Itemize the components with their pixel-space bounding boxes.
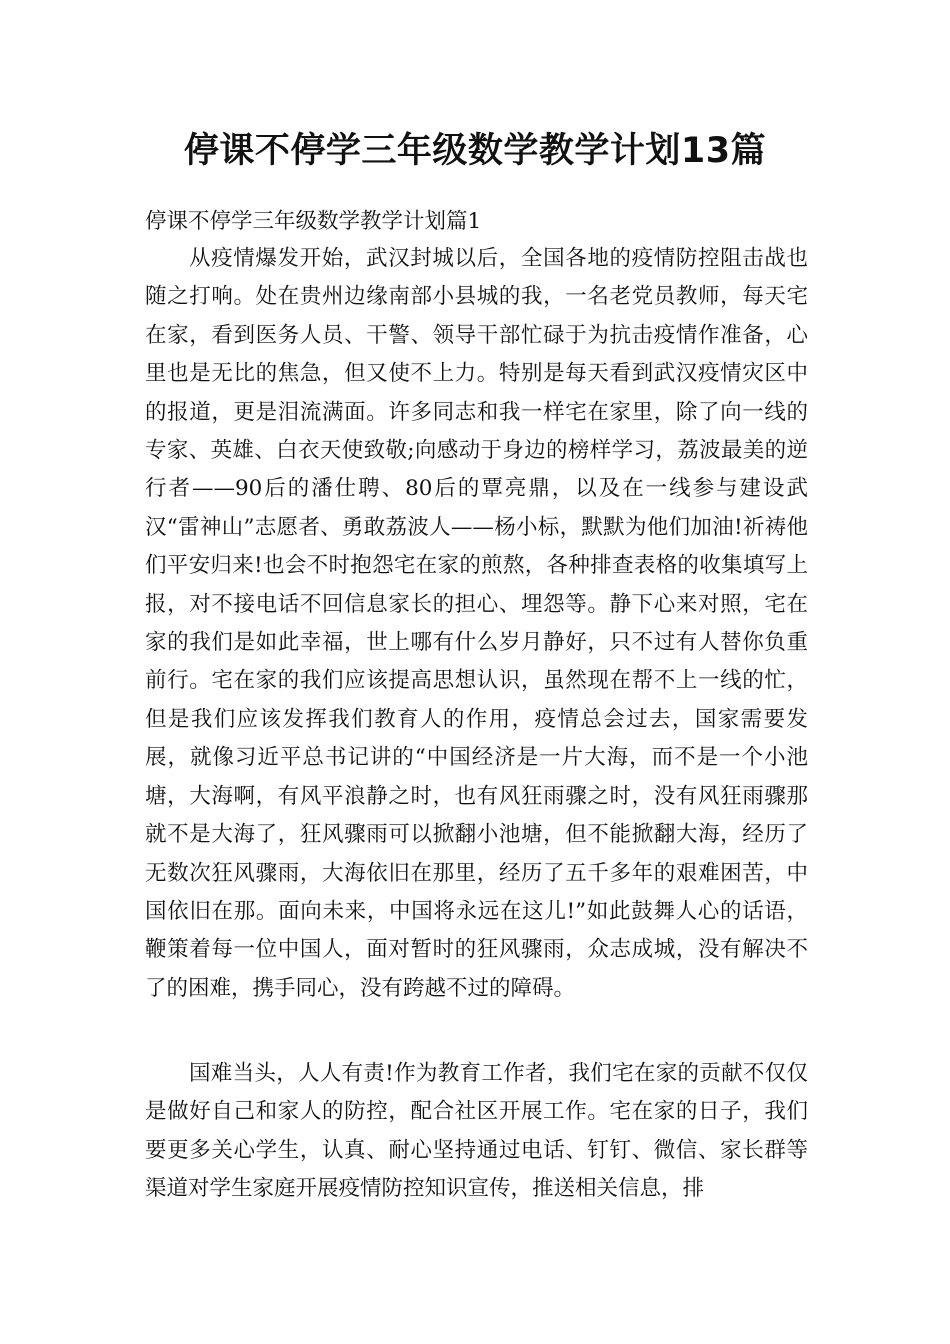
section-heading: 停课不停学三年级数学教学计划篇1 [145, 209, 482, 234]
body-paragraph-2: 国难当头，人人有责!作为教育工作者，我们宅在家的贡献不仅仅是做好自己和家人的防控，配合社区开展工作。宅在家的日子，我们要更多关心学生，认真、耐心坚持通过电话、钉钉、微信、家长群等渠道对学生家庭开展疫情防控知识宣传，推送相关信息，排 [145, 1061, 808, 1202]
body-paragraph-1: 从疫情爆发开始，武汉封城以后，全国各地的疫情防控阻击战也随之打响。处在贵州边缘南部小县城的我，一名老党员教师，每天宅在家，看到医务人员、干警、领导干部忙碌于为抗击疫情作准备，心里也是无比的焦急，但又使不上力。特别是每天看到武汉疫情灾区中的报道，更是泪流满面。许多同志和我一样宅在家里，除了向一线的专家、英雄、白衣天使致敬;向感动于身边的榜样学习，荔波最美的逆行者——90后的潘仕聘、80后的覃亮鼎，以及在一线参与建设武汉“雷神山”志愿者、勇敢荔波人——杨小标，默默为他们加油!祈祷他们平安归来!也会不时抱怨宅在家的煎熬，各种排查表格的收集填写上报，对不接电话不回信息家长的担心、埋怨等。静下心来对照，宅在家的我们是如此幸福，世上哪有什么岁月静好，只不过有人替你负重前行。宅在家的我们应该提高思想认识，虽然现在帮不上一线的忙，但是我们应该发挥我们教育人的作用，疫情总会过去，国家需要发展，就像习近平总书记讲的“中国经济是一片大海，而不是一个小池塘，大海啊，有风平浪静之时，也有风狂雨骤之时，没有风狂雨骤那就不是大海了，狂风骤雨可以掀翻小池塘，但不能掀翻大海，经历了无数次狂风骤雨，大海依旧在那里，经历了五千多年的艰难困苦，中国依旧在那。面向未来，中国将永远在这儿!”如此鼓舞人心的话语，鞭策着每一位中国人，面对暂时的狂风骤雨，众志成城，没有解决不了的困难，携手同心，没有跨越不过的障碍。 [145, 246, 808, 1001]
document-title: 停课不停学三年级数学教学计划13篇 [183, 131, 767, 171]
